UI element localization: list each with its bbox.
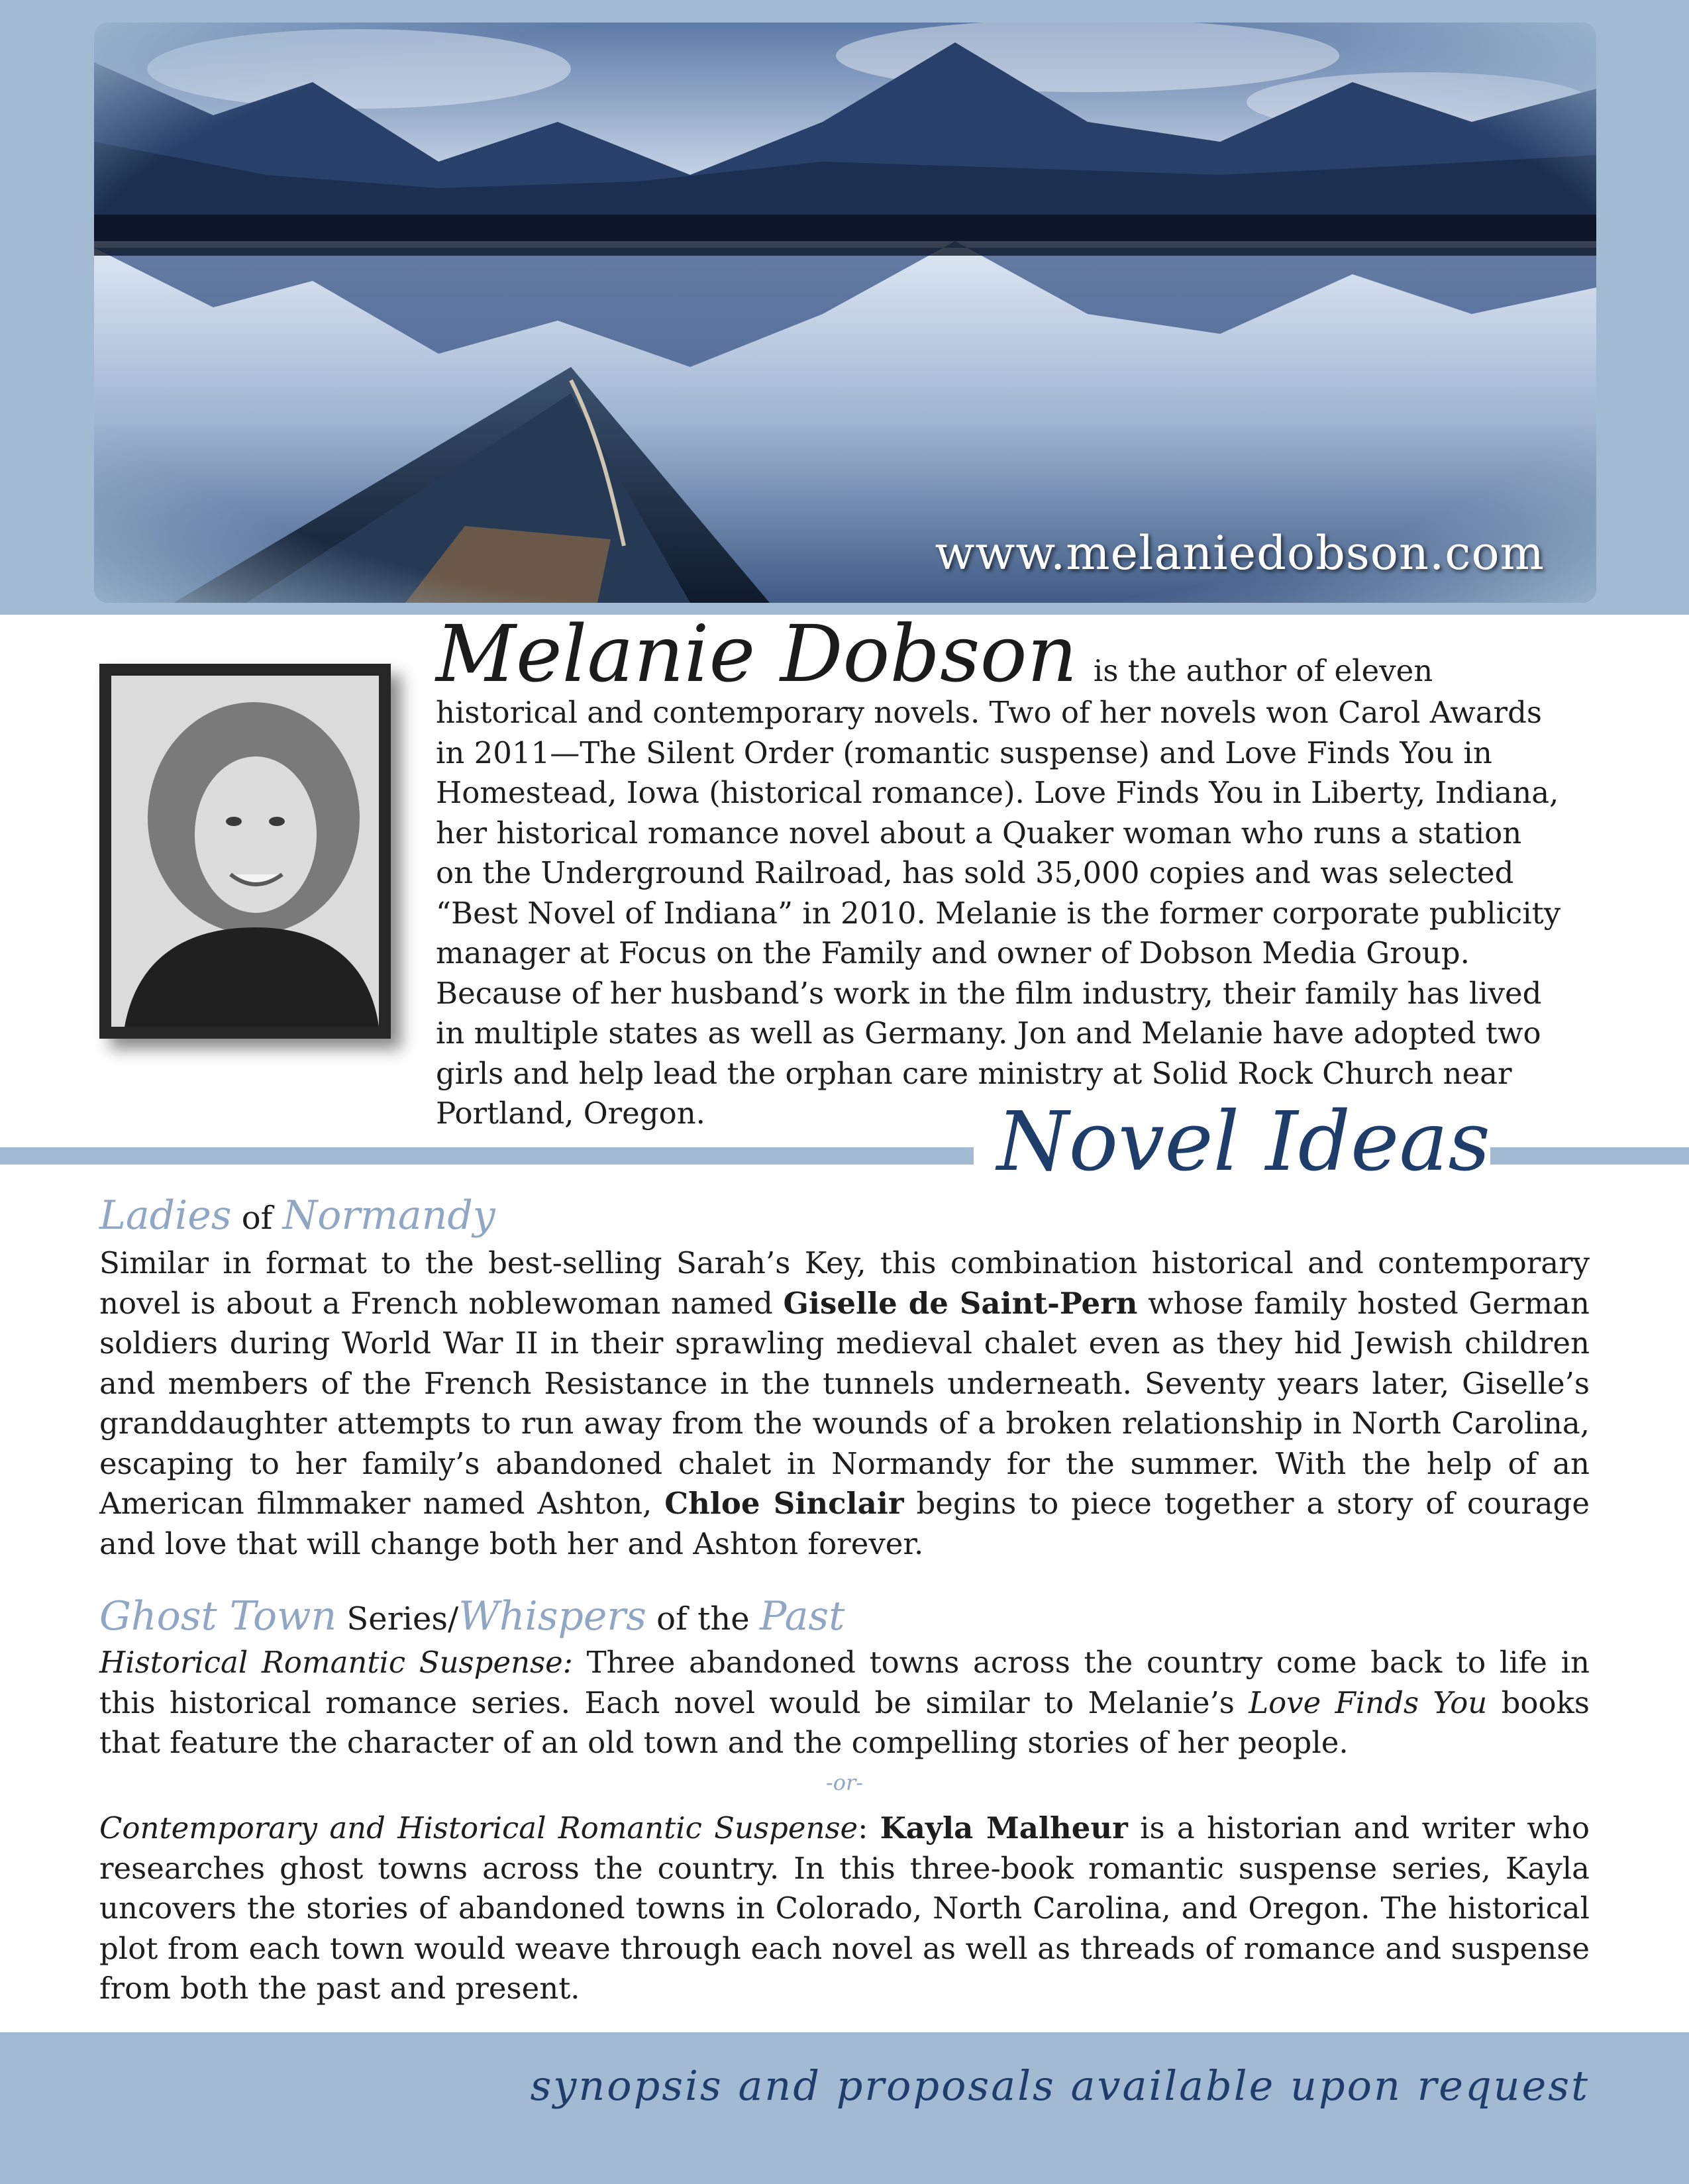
author-name: Melanie Dobson [436,608,1078,700]
novel2-title-of-the: of the [656,1600,750,1638]
author-photo [111,676,379,1027]
novel2-title [99,1593,844,1639]
novel1-character-giselle: Giselle de Saint-Pern [783,1285,1138,1321]
lake-illustration [94,23,1596,603]
novel1-description [99,1243,1590,1564]
novel2-title-whispers: Whispers [458,1593,646,1639]
novel2-option1-genre: Historical Romantic Suspense: [99,1645,573,1680]
novel2-title-series: Series/ [346,1600,459,1638]
footer-note: synopsis and proposals available upon request [530,2061,1590,2110]
novel2-option1-book-series: Love Finds You [1249,1685,1488,1720]
section-title: Novel Ideas [997,1094,1490,1190]
novel1-title [99,1192,495,1239]
or-separator: -or- [825,1770,864,1795]
novel1-title-ladies: Ladies [99,1192,232,1239]
novel1-title-of: of [241,1200,273,1237]
website-url[interactable]: www.melaniedobson.com [935,526,1545,580]
novel2-option2 [99,1808,1590,2009]
novel2-option2-genre: Contemporary and Historical Romantic Suspense [99,1810,858,1846]
novel2-option1 [99,1643,1590,1763]
novel2-title-ghost-town: Ghost Town [99,1593,337,1639]
novel2-character-kayla: Kayla Malheur [880,1810,1128,1846]
novel1-text-3: begins to piece together a story of courage and love that will change both her and Ashton forever. [99,1486,1590,1561]
author-bio [436,608,1562,1134]
novel2-option1-text-1: Three abandoned towns across the country come back to life in this historical romance series. Each novel would be similar to Melanie’s [99,1645,1590,1720]
novel1-text-2: whose family hosted German soldiers during World War II in their sprawling medieval chalet even as they hid Jewish children and members of the French Resistance in the tunnels underneath. Seventy years later, Giselle’s granddaughter attempts to run away from the wounds of a broken relationship in North Carolina, escaping to her family’s abandoned chalet in Normandy for the summer. With the help of an American filmmaker named Ashton, [99,1285,1590,1521]
author-photo-frame [99,664,391,1039]
section-rule-right [1490,1147,1689,1165]
novel2-option1-text-2: books that feature the character of an old town and the compelling stories of her people. [99,1685,1590,1760]
novel2-title-past: Past [759,1593,845,1639]
section-rule-left [0,1147,974,1165]
novel1-character-chloe: Chloe Sinclair [664,1486,904,1521]
novel2-option2-text: is a historian and writer who researches ghost towns across the country. In this three-book romantic suspense series, Kayla uncovers the stories of abandoned towns in Colorado, North Carolina, and Oregon. The historical plot from each town would weave through each novel as well as threads of romance and suspense from both the past and present. [99,1810,1590,2006]
novel2-option2-colon: : [858,1810,868,1846]
banner-photo [94,23,1596,603]
novel1-title-normandy: Normandy [282,1192,495,1239]
author-bio-text: is the author of eleven historical and contemporary novels. Two of her novels won Carol Awards in 2011—The Silent Order (romantic suspense) and Love Finds You in Homestead, Iowa (historical romance). Love Finds You in Liberty, Indiana, her historical romance novel about a Quaker woman who runs a station on the Underground Railroad, has sold 35,000 copies and was selected “Best Novel of Indiana” in 2010. Melanie is the former corporate publicity manager at Focus on the Family and owner of Dobson Media Group. Because of her husband’s work in the film industry, their family has lived in multiple states as well as Germany. Jon and Melanie have adopted two girls and help lead the orphan care ministry at Solid Rock Church near Portland, Oregon. [436,653,1561,1131]
author-portrait [111,676,379,1027]
novel1-text-1: Similar in format to the best-selling Sarah’s Key, this combination historical and contemporary novel is about a French noblewoman named [99,1245,1590,1321]
